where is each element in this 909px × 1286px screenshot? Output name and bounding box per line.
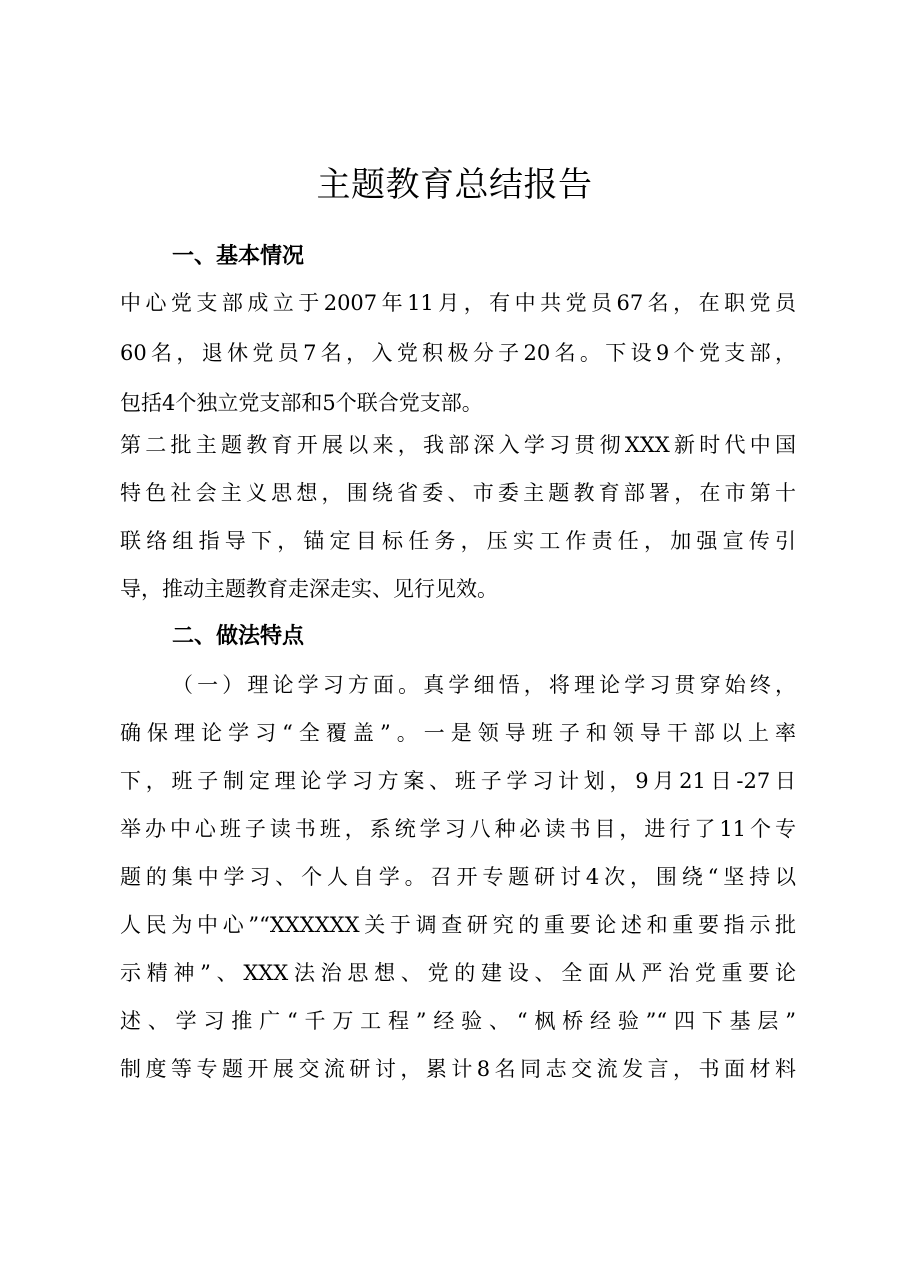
paragraph-line: 述、学习推广“千万工程”经验、“枫桥经验”“四下基层”: [120, 1009, 796, 1033]
paragraph-line: 中心党支部成立于2007年11月，有中共党员67名，在职党员: [120, 291, 796, 315]
paragraph-line: 特色社会主义思想，围绕省委、市委主题教育部署，在市第十: [120, 481, 796, 505]
section-heading-basic-situation: 一、基本情况: [172, 244, 305, 269]
section-heading-practices: 二、做法特点: [172, 624, 305, 649]
paragraph-line: 举办中心班子读书班，系统学习八种必读书目，进行了11个专: [120, 817, 796, 841]
paragraph-line: 第二批主题教育开展以来，我部深入学习贯彻XXX新时代中国: [120, 433, 796, 457]
paragraph-line: （一）理论学习方面。真学细悟，将理论学习贯穿始终，: [172, 673, 796, 697]
paragraph-line: 题的集中学习、个人自学。召开专题研讨4次，围绕“坚持以: [120, 865, 796, 889]
paragraph-line: 包括4个独立党支部和5个联合党支部。: [120, 391, 483, 415]
paragraph-line: 导，推动主题教育走深走实、见行见效。: [120, 577, 498, 601]
paragraph-line: 下，班子制定理论学习方案、班子学习计划，9月21日-27日: [120, 769, 796, 793]
paragraph-line: 示精神”、XXX法治思想、党的建设、全面从严治党重要论: [120, 961, 796, 985]
paragraph-line: 60名，退休党员7名，入党积极分子20名。下设9个党支部，: [120, 341, 796, 365]
paragraph-line: 制度等专题开展交流研讨，累计8名同志交流发言，书面材料: [120, 1057, 796, 1081]
paragraph-line: 确保理论学习“全覆盖”。一是领导班子和领导干部以上率: [120, 721, 796, 745]
document-title: 主题教育总结报告: [316, 165, 593, 205]
paragraph-line: 人民为中心”“XXXXXX关于调查研究的重要论述和重要指示批: [120, 913, 796, 937]
paragraph-line: 联络组指导下，锚定目标任务，压实工作责任，加强宣传引: [120, 529, 796, 553]
